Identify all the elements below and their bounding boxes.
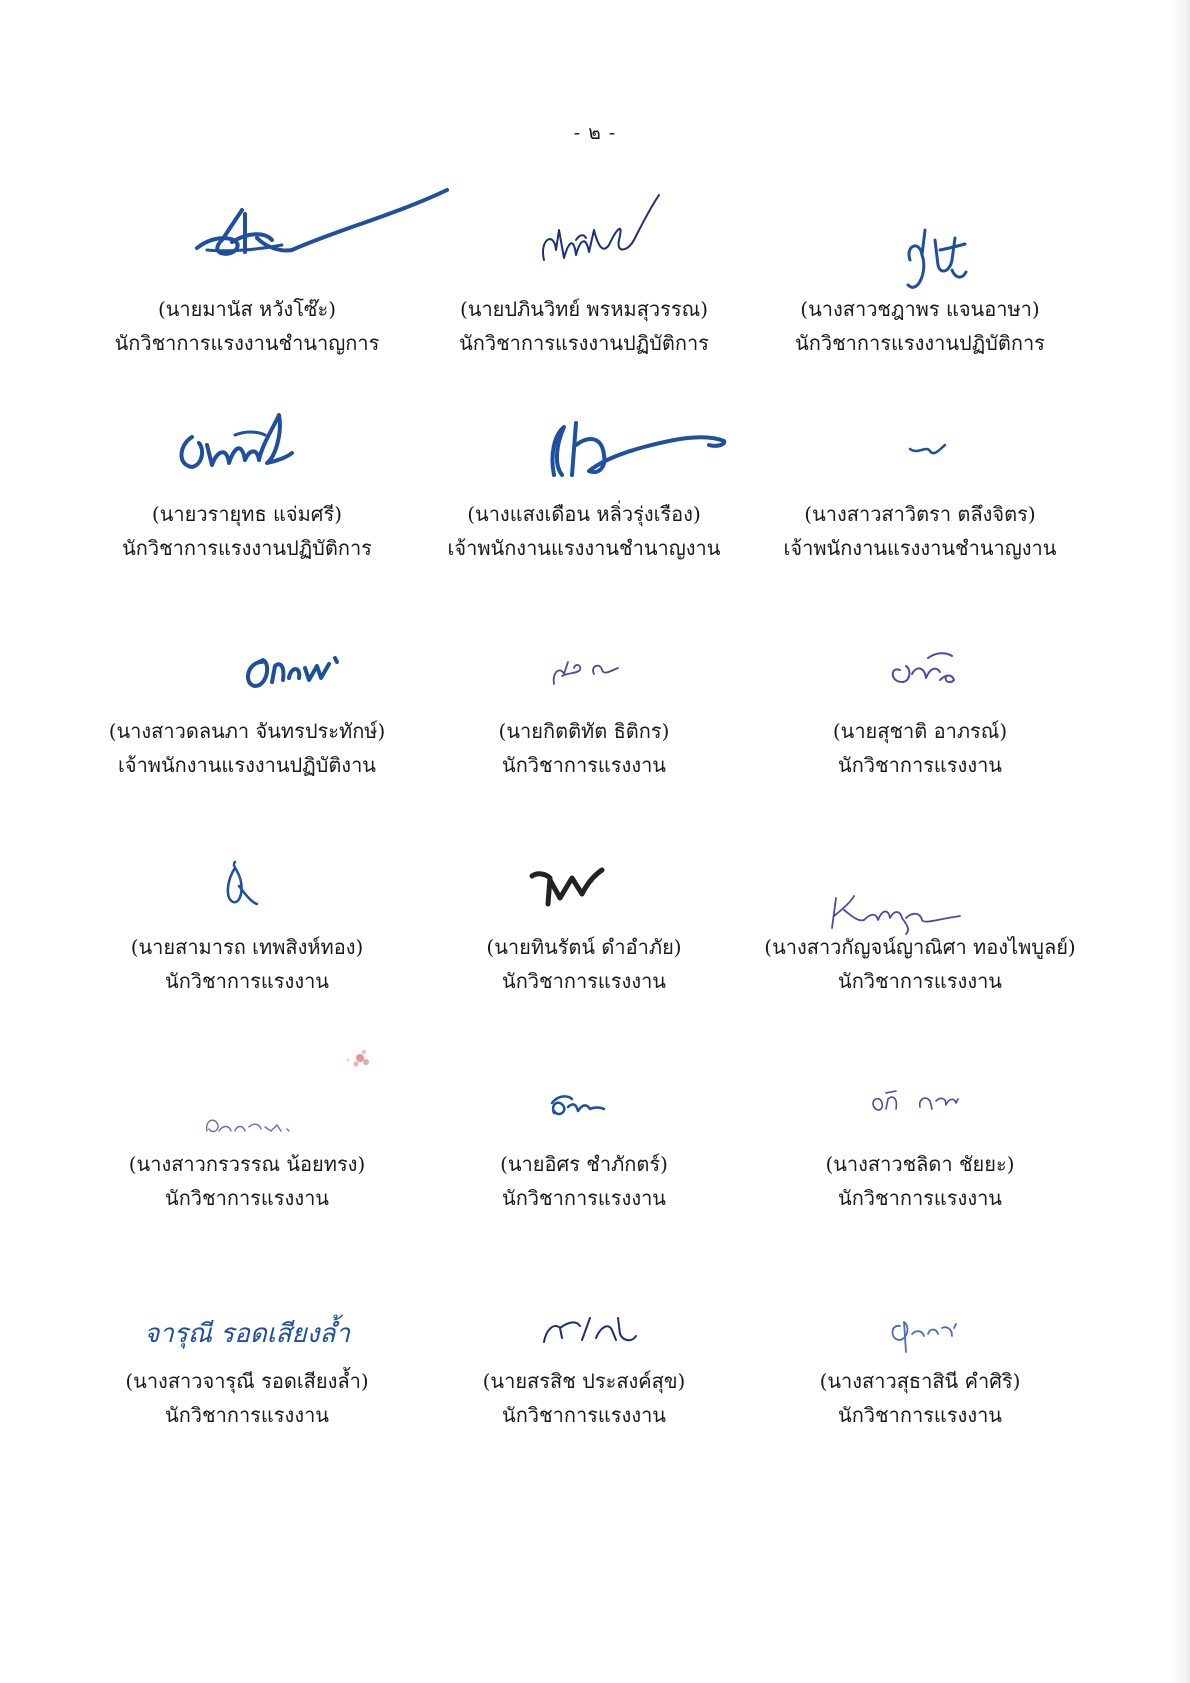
signatory-position: นักวิชาการแรงงาน — [838, 1403, 1002, 1427]
signature-block-9 — [740, 622, 1100, 782]
signatory-position: นักวิชาการแรงงาน — [838, 969, 1002, 993]
signature-ink-5 — [404, 405, 764, 497]
signature-block-10 — [67, 838, 427, 998]
signatory-name: (นายวรายุทธ แจ่มศรี) — [151, 502, 343, 526]
signature-ink-6 — [740, 405, 1100, 497]
signatory-position: เจ้าพนักงานแรงงานปฏิบัติงาน — [118, 753, 376, 777]
signatory-name: (นายสามารถ เทพสิงห์ทอง) — [130, 935, 364, 959]
signature-ink-1 — [67, 200, 427, 292]
signatory-position: นักวิชาการแรงงาน — [502, 753, 666, 777]
signature-ink-12 — [740, 838, 1100, 930]
signature-block-1 — [67, 200, 427, 360]
handwritten-signature-2 — [404, 200, 764, 292]
signatory-name: (นางสาวกรวรรณ น้อยทรง) — [128, 1152, 366, 1176]
signature-ink-3 — [740, 200, 1100, 292]
signatory-position: นักวิชาการแรงงานชำนาญการ — [114, 331, 380, 355]
signatory-position: นักวิชาการแรงงาน — [838, 753, 1002, 777]
signature-block-7 — [67, 622, 427, 782]
signatory-name: (นายปภินวิทย์ พรหมสุวรรณ) — [459, 297, 709, 321]
signatory-name: (นายอิศร ชำภักตร์) — [500, 1152, 668, 1176]
signature-block-18 — [740, 1272, 1100, 1432]
signature-ink-17 — [404, 1272, 764, 1364]
handwritten-signature-text: จารุณี รอดเสียงล้ำ — [144, 1319, 350, 1349]
handwritten-signature-7 — [67, 622, 427, 714]
handwritten-signature-16 — [67, 1272, 427, 1364]
signature-block-14 — [404, 1055, 764, 1215]
signatory-position: นักวิชาการแรงงานปฏิบัติการ — [795, 331, 1045, 355]
signature-block-11 — [404, 838, 764, 998]
handwritten-signature-5 — [404, 405, 764, 497]
signatory-name: (นางสาวชลิดา ชัยยะ) — [825, 1152, 1015, 1176]
handwritten-signature-6 — [740, 405, 1100, 497]
signatory-name: (นายทินรัตน์ ดำอำภัย) — [486, 935, 682, 959]
signature-ink-18 — [740, 1272, 1100, 1364]
signatory-name: (นางสาวสาวิตรา ตลึงจิตร) — [804, 502, 1036, 526]
signatory-position: นักวิชาการแรงงานปฏิบัติการ — [122, 536, 372, 560]
signatory-name: (นางสาวชฎาพร แจนอาษา) — [800, 297, 1040, 321]
signatory-position: นักวิชาการแรงงานปฏิบัติการ — [459, 331, 709, 355]
handwritten-signature-1 — [67, 200, 427, 292]
signature-ink-2 — [404, 200, 764, 292]
signatory-position: นักวิชาการแรงงาน — [165, 969, 329, 993]
signature-block-15 — [740, 1055, 1100, 1215]
signatory-position: นักวิชาการแรงงาน — [165, 1186, 329, 1210]
page-edge-shadow — [1172, 0, 1190, 1683]
signature-ink-14 — [404, 1055, 764, 1147]
signature-ink-9 — [740, 622, 1100, 714]
signature-block-3 — [740, 200, 1100, 360]
signatory-position: นักวิชาการแรงงาน — [838, 1186, 1002, 1210]
signatory-name: (นางสาวกัญจน์ญาณิศา ทองไพบูลย์) — [764, 935, 1076, 959]
signatory-name: (นางสาวสุธาสินี คำศิริ) — [819, 1369, 1021, 1393]
handwritten-signature-14 — [404, 1055, 764, 1147]
signature-block-6 — [740, 405, 1100, 565]
signatory-name: (นายสรสิช ประสงค์สุข) — [482, 1369, 686, 1393]
signature-block-2 — [404, 200, 764, 360]
signature-ink-8 — [404, 622, 764, 714]
handwritten-signature-3 — [740, 200, 1100, 292]
signatory-name: (นายสุชาติ อาภรณ์) — [832, 719, 1008, 743]
signatory-position: เจ้าพนักงานแรงงานชำนาญงาน — [447, 536, 721, 560]
handwritten-signature-17 — [404, 1272, 764, 1364]
signatory-name: (นางสาวดลนภา จันทรประทักษ์) — [108, 719, 386, 743]
signatory-name: (นางแสงเดือน หลิ่วรุ่งเรือง) — [467, 502, 701, 526]
signature-ink-10 — [67, 838, 427, 930]
signature-ink-11 — [404, 838, 764, 930]
handwritten-signature-10 — [67, 838, 427, 930]
handwritten-signature-12 — [740, 838, 1100, 930]
signatory-position: นักวิชาการแรงงาน — [165, 1403, 329, 1427]
signatory-position: เจ้าพนักงานแรงงานชำนาญงาน — [783, 536, 1057, 560]
signatory-position: นักวิชาการแรงงาน — [502, 969, 666, 993]
signatory-name: (นายกิตติทัต ธิติกร) — [498, 719, 670, 743]
signature-block-5 — [404, 405, 764, 565]
signature-block-4 — [67, 405, 427, 565]
signature-ink-7 — [67, 622, 427, 714]
handwritten-signature-11 — [404, 838, 764, 930]
page-number: - ๒ - — [573, 122, 617, 144]
signature-block-17 — [404, 1272, 764, 1432]
signatory-position: นักวิชาการแรงงาน — [502, 1403, 666, 1427]
handwritten-signature-15 — [740, 1055, 1100, 1147]
signatory-position: นักวิชาการแรงงาน — [502, 1186, 666, 1210]
signature-ink-16 — [67, 1272, 427, 1364]
signatory-name: (นายมานัส หวังโซ๊ะ) — [157, 297, 337, 321]
signature-block-12 — [740, 838, 1100, 998]
signature-block-8 — [404, 622, 764, 782]
signature-ink-15 — [740, 1055, 1100, 1147]
handwritten-signature-18 — [740, 1272, 1100, 1364]
handwritten-signature-4 — [67, 405, 427, 497]
red-ink-smudge — [330, 1040, 380, 1080]
handwritten-signature-9 — [740, 622, 1100, 714]
signatory-name: (นางสาวจารุณี รอดเสียงล้ำ) — [125, 1369, 369, 1393]
signature-block-16 — [67, 1272, 427, 1432]
signature-ink-4 — [67, 405, 427, 497]
handwritten-signature-8 — [404, 622, 764, 714]
